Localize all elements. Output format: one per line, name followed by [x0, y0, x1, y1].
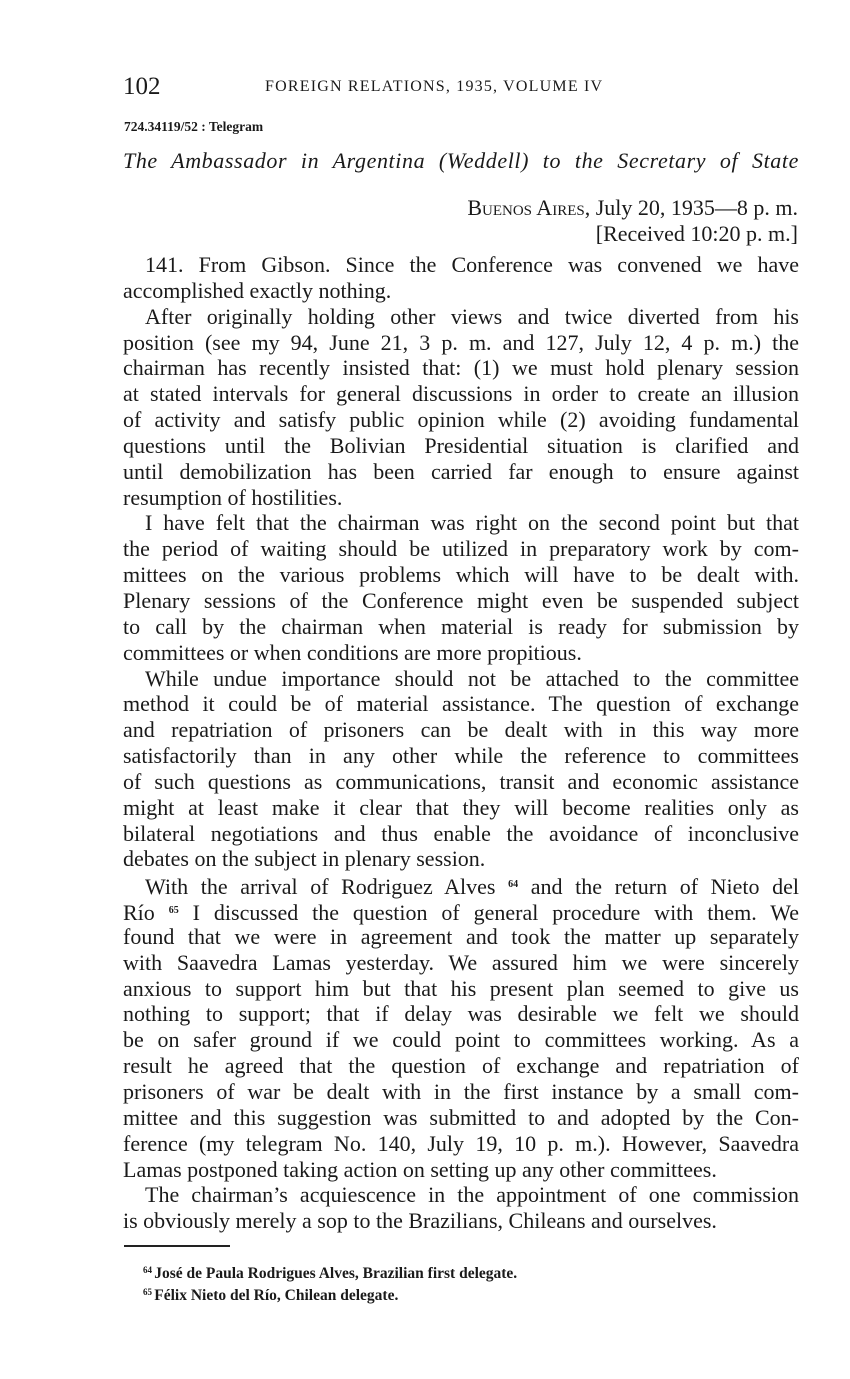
- text-line: nothing to support; that if delay was desirable we felt we should: [123, 1001, 799, 1027]
- text-line: prisoners of war be dealt with in the first instance by a small com-: [123, 1079, 799, 1104]
- text-line: Plenary sessions of the Conference might even be suspended subject: [123, 587, 799, 613]
- text-line: With the arrival of Rodriguez Alves $^{64}$ and the return of Nieto del: [145, 874, 799, 900]
- paragraph: [123, 1182, 799, 1234]
- text-line: debates on the subject in plenary session.: [123, 846, 486, 872]
- footnotes: [143, 1261, 517, 1305]
- text-line: bilateral negotiations and thus enable the avoidance of inconclusive: [123, 820, 799, 846]
- text-line: accomplished exactly nothing.: [123, 277, 392, 303]
- text-line: of such questions as communications, transit and economic assistance: [123, 768, 799, 794]
- telegram-body: [123, 252, 799, 1234]
- text-line: mittee and this suggestion was submitted to and adopted by the Con-: [123, 1104, 799, 1130]
- text-line: resumption of hostilities.: [123, 484, 343, 510]
- running-head: FOREIGN RELATIONS, 1935, VOLUME IV: [265, 78, 604, 95]
- file-number: 724.34119/52 : Telegram: [124, 119, 264, 134]
- text-line: result he agreed that the question of exchange and repatriation of: [123, 1053, 799, 1079]
- text-line: might at least make it clear that they will become realities only as: [123, 794, 799, 820]
- footnote-rule: [124, 1245, 230, 1247]
- page-number: 102: [123, 73, 161, 100]
- text-line: Río $^{65}$ I discussed the question of general procedure with them. We: [123, 900, 799, 926]
- text-line: mittees on the various problems which will have to be dealt with.: [123, 562, 799, 588]
- paragraph: [123, 304, 799, 511]
- text-line: questions until the Bolivian Presidential situation is clarified and: [123, 432, 799, 458]
- text-line: satisfactorily than in any other while the reference to committees: [123, 743, 799, 769]
- text-line: to call by the chairman when material is ready for submission by: [123, 613, 799, 639]
- footnote: [143, 1283, 517, 1305]
- received-time: [Received 10:20 p. m.]: [595, 220, 798, 246]
- text-line: Lamas postponed taking action on setting up any other committees.: [123, 1156, 717, 1182]
- document-title: The Ambassador in Argentina (Weddell) to the Secretary of State: [123, 148, 799, 173]
- text-line: I have felt that the chairman was right on the second point but that: [145, 510, 799, 536]
- text-line: until demobilization has been carried far enough to ensure against: [123, 458, 799, 484]
- footnote-text: José de Paula Rodrigues Alves, Brazilian first delegate.: [154, 1265, 518, 1282]
- text-line: found that we were in agreement and took the matter up separately: [123, 923, 799, 949]
- text-line: chairman has recently insisted that: (1) we must hold plenary session: [123, 355, 799, 381]
- footnote-marker: 64: [143, 1265, 155, 1275]
- text-line: position (see my 94, June 21, 3 p. m. and 127, July 12, 4 p. m.) the: [123, 329, 799, 355]
- text-line: anxious to support him but that his present plan seemed to give us: [123, 975, 799, 1001]
- text-line: with Saavedra Lamas yesterday. We assured him we were sincerely: [123, 949, 799, 975]
- dateline: [467, 195, 798, 246]
- footnote-text: Félix Nieto del Río, Chilean delegate.: [154, 1287, 399, 1304]
- footnote-marker: 65: [143, 1287, 155, 1297]
- paragraph: [123, 872, 799, 1182]
- text-line: ference (my telegram No. 140, July 19, 10 p. m.). However, Saavedra: [123, 1130, 799, 1156]
- text-line: method it could be of material assistance. The question of exchange: [123, 691, 799, 717]
- footnote-marker: 64: [508, 879, 519, 891]
- text-line: at stated intervals for general discussions in order to create an illusion: [123, 381, 799, 407]
- text-line: After originally holding other views and twice diverted from his: [145, 303, 799, 329]
- text-line: the period of waiting should be utilized in preparatory work by com-: [123, 536, 799, 562]
- text-line: committees or when conditions are more propitious.: [123, 639, 582, 665]
- text-line: The chairman’s acquiescence in the appointment of one commission: [145, 1182, 799, 1208]
- paragraph: [123, 252, 799, 304]
- text-line: be on safer ground if we could point to committees working. As a: [123, 1027, 799, 1053]
- text-line: 141. From Gibson. Since the Conference was convened we have: [145, 252, 799, 277]
- footnote-marker: 65: [168, 905, 179, 917]
- place-name: Buenos Aires: [467, 195, 585, 220]
- date-time: , July 20, 1935—8 p. m.: [584, 195, 798, 220]
- text-line: is obviously merely a sop to the Brazilians, Chileans and ourselves.: [123, 1208, 717, 1234]
- paragraph: [123, 510, 799, 665]
- footnote: [143, 1261, 517, 1283]
- text-line: While undue importance should not be attached to the committee: [145, 665, 799, 691]
- paragraph: [123, 666, 799, 873]
- text-line: and repatriation of prisoners can be dealt with in this way more: [123, 717, 799, 743]
- text-line: of activity and satisfy public opinion while (2) avoiding fundamental: [123, 407, 799, 433]
